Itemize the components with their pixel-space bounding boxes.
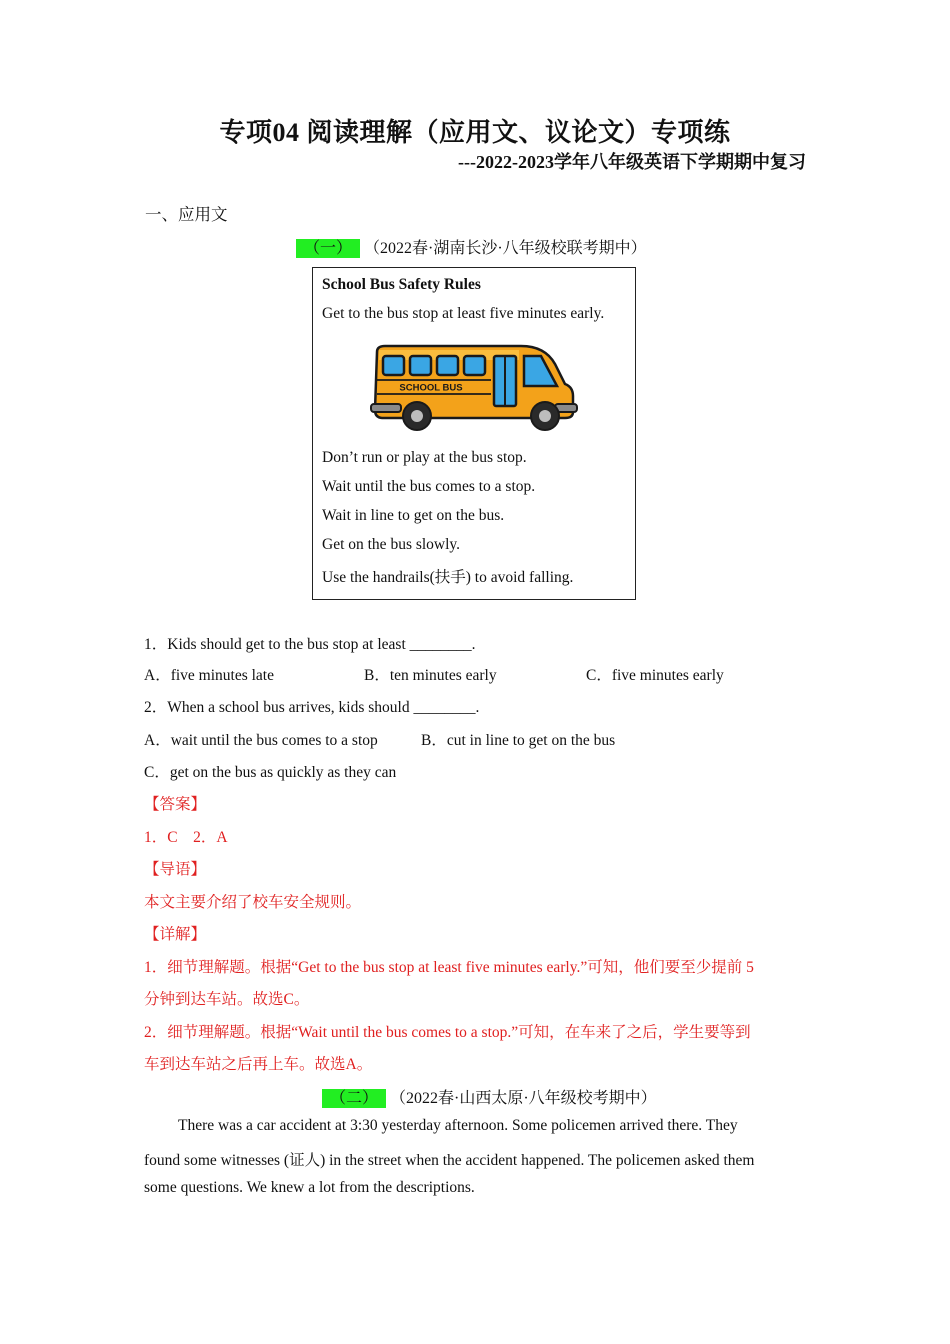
question-1-option-b: B．ten minutes early	[364, 667, 497, 684]
notice-title: School Bus Safety Rules	[322, 276, 481, 293]
question-2-stem: 2．When a school bus arrives, kids should ________.	[144, 699, 480, 716]
passage1-source: （2022春·湖南长沙·八年级校联考期中）	[364, 240, 647, 257]
question-2-option-b: B．cut in line to get on the bus	[421, 732, 616, 749]
answer-label: 【答案】	[144, 796, 207, 813]
detail-text: 车到达车站之后再上车。故选A。	[144, 1056, 373, 1073]
bus-sign-text: SCHOOL BUS	[399, 382, 463, 394]
passage1-tag: （一）	[296, 239, 360, 258]
question-2-option-a: A．wait until the bus comes to a stop	[144, 732, 378, 749]
notice-rule: Use the handrails(扶手) to avoid falling.	[322, 569, 574, 586]
question-2-option-c: C．get on the bus as quickly as they can	[144, 764, 397, 781]
section-heading: 一、应用文	[145, 205, 228, 224]
notice-box	[312, 267, 636, 600]
detail-text: 1．细节理解题。根据“Get to the bus stop at least five minutes early.”可知，他们要至少提前 5	[144, 959, 754, 976]
passage2-paragraph-line: There was a car accident at 3:30 yesterday afternoon. Some policemen arrived there. They	[178, 1117, 738, 1134]
guide-text: 本文主要介绍了校车安全规则。	[144, 894, 362, 911]
passage2-tag: （二）	[322, 1089, 386, 1108]
passage2-paragraph-line: found some witnesses (证人) in the street when the accident happened. The policemen asked them	[144, 1152, 755, 1169]
detail-text: 2．细节理解题。根据“Wait until the bus comes to a stop.”可知，在车来了之后，学生要等到	[144, 1024, 751, 1041]
school-bus-image	[369, 342, 583, 434]
detail-label: 【详解】	[144, 926, 207, 943]
question-1-option-a: A．five minutes late	[144, 667, 274, 684]
passage2-source: （2022春·山西太原·八年级校考期中）	[390, 1090, 657, 1107]
notice-rule: Get to the bus stop at least five minutes early.	[322, 305, 605, 322]
notice-rule: Wait until the bus comes to a stop.	[322, 478, 536, 495]
notice-rule: Get on the bus slowly.	[322, 536, 461, 553]
page-subtitle: ---2022-2023学年八年级英语下学期期中复习	[458, 152, 806, 172]
notice-rule: Wait in line to get on the bus.	[322, 507, 505, 524]
question-1-option-c: C．five minutes early	[586, 667, 724, 684]
guide-label: 【导语】	[144, 861, 207, 878]
page-title: 专项04 阅读理解（应用文、议论文）专项练	[219, 118, 731, 147]
passage2-header	[322, 1085, 657, 1108]
detail-text: 分钟到达车站。故选C。	[144, 991, 310, 1008]
passage1-header	[296, 235, 647, 258]
passage2-paragraph-line: some questions. We knew a lot from the descriptions.	[144, 1179, 475, 1196]
notice-rule: Don’t run or play at the bus stop.	[322, 449, 527, 466]
question-1-stem: 1．Kids should get to the bus stop at least ________.	[144, 636, 476, 653]
answer-text: 1．C 2．A	[144, 829, 228, 846]
